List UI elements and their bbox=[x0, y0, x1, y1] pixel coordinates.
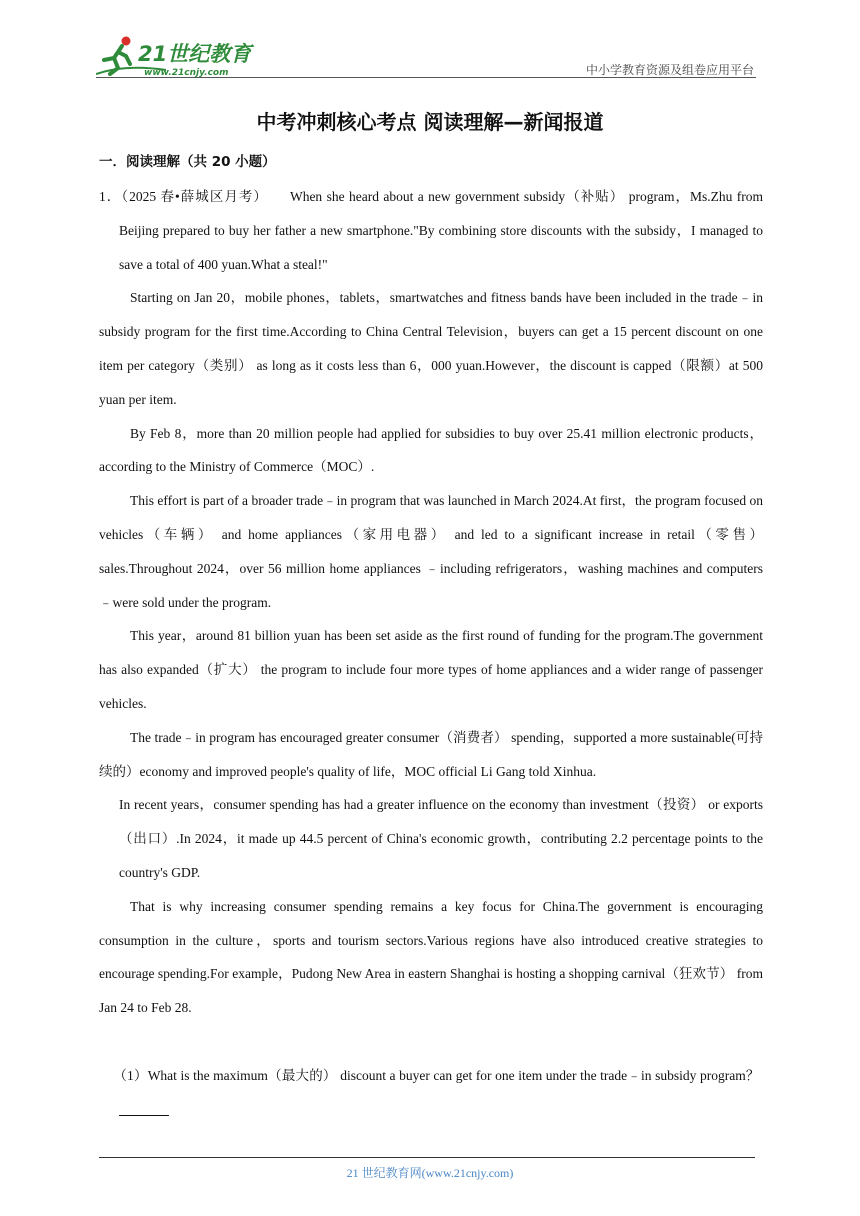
page-title: 中考冲刺核心考点 阅读理解—新闻报道 bbox=[256, 110, 604, 134]
passage-paragraph: That is why increasing consumer spending remains a key focus for China.The government is encouraging consumption in the culture，sports and tourism sectors.Various regions have also introduced creative strategies to encourage spending.For example，Pudong New Area in eastern Shanghai is hosting a shopping carnival（狂欢节） from Jan 24 to Feb 28. bbox=[99, 898, 763, 1016]
page-header bbox=[96, 30, 756, 80]
header-divider bbox=[96, 77, 756, 78]
passage-paragraph: The trade﹣in program has encouraged greater consumer（消费者） spending，supported a more sustainable(可持续的）economy and improved people's quality of life，MOC official Li Gang told Xinhua. bbox=[99, 729, 763, 779]
footer-link[interactable]: 21 世纪教育网(www.21cnjy.com) bbox=[346, 1166, 514, 1180]
passage-paragraph: In recent years，consumer spending has had a greater influence on the economy than investment（投资） or exports（出口）.In 2024，it made up 44.5 percent of China's economic growth，contributing 2.2 percentage points to the country's GDP. bbox=[119, 797, 763, 880]
sub-question bbox=[99, 1059, 763, 1127]
sub-question-text: （1）What is the maximum（最大的） discount a buyer can get for one item under the trade﹣in subsidy program？ bbox=[113, 1067, 760, 1083]
intro-text: When she heard about a new government subsidy（补贴） program，Ms.Zhu from Beijing prepared to buy her father a new smartphone."By combining store discounts with the subsidy，I managed to save a total of 400 yuan.What a steal!" bbox=[119, 189, 764, 272]
runner-logo-icon bbox=[96, 34, 266, 78]
passage-paragraph: Starting on Jan 20，mobile phones，tablets，smartwatches and fitness bands have been included in the trade﹣in subsidy program for the first time.According to China Central Television，buyers can get a 15 percent discount on one item per category（类别） as long as it costs less than 6，000 yuan.However，the discount is capped（限额）at 500 yuan per item. bbox=[99, 290, 763, 407]
answer-blank[interactable] bbox=[119, 1101, 169, 1116]
question-intro bbox=[99, 180, 763, 281]
platform-name: 中小学教育资源及组卷应用平台 bbox=[585, 63, 754, 77]
question-source: （2025 春•薛城区月考） bbox=[121, 189, 268, 204]
question-body bbox=[99, 180, 763, 1127]
brand-logo[interactable] bbox=[96, 34, 266, 78]
logo-url: www.21cnjy.com bbox=[144, 68, 229, 78]
logo-text: 21世纪教育 bbox=[138, 42, 252, 66]
passage-paragraph: By Feb 8，more than 20 million people had applied for subsidies to buy over 25.41 million electronic products，according to the Ministry of Commerce（MOC）. bbox=[99, 425, 763, 475]
passage-paragraph: This year，around 81 billion yuan has been set aside as the first round of funding for the program.The government has also expanded（扩大） the program to include four more types of home appliances and a wider range of passenger vehicles. bbox=[99, 628, 763, 711]
passage-paragraph: This effort is part of a broader trade﹣in program that was launched in March 2024.At first，the program focused on vehicles（车辆） and home appliances（家用电器） and led to a significant increase in retail（零售） sales.Throughout 2024，over 56 million home appliances ﹣including refrigerators，washing machines and computers ﹣were sold under the program. bbox=[99, 493, 763, 610]
footer-divider bbox=[99, 1157, 755, 1158]
question-number: 1． bbox=[99, 189, 122, 204]
section-heading: 一．阅读理解（共 20 小题） bbox=[99, 154, 276, 170]
